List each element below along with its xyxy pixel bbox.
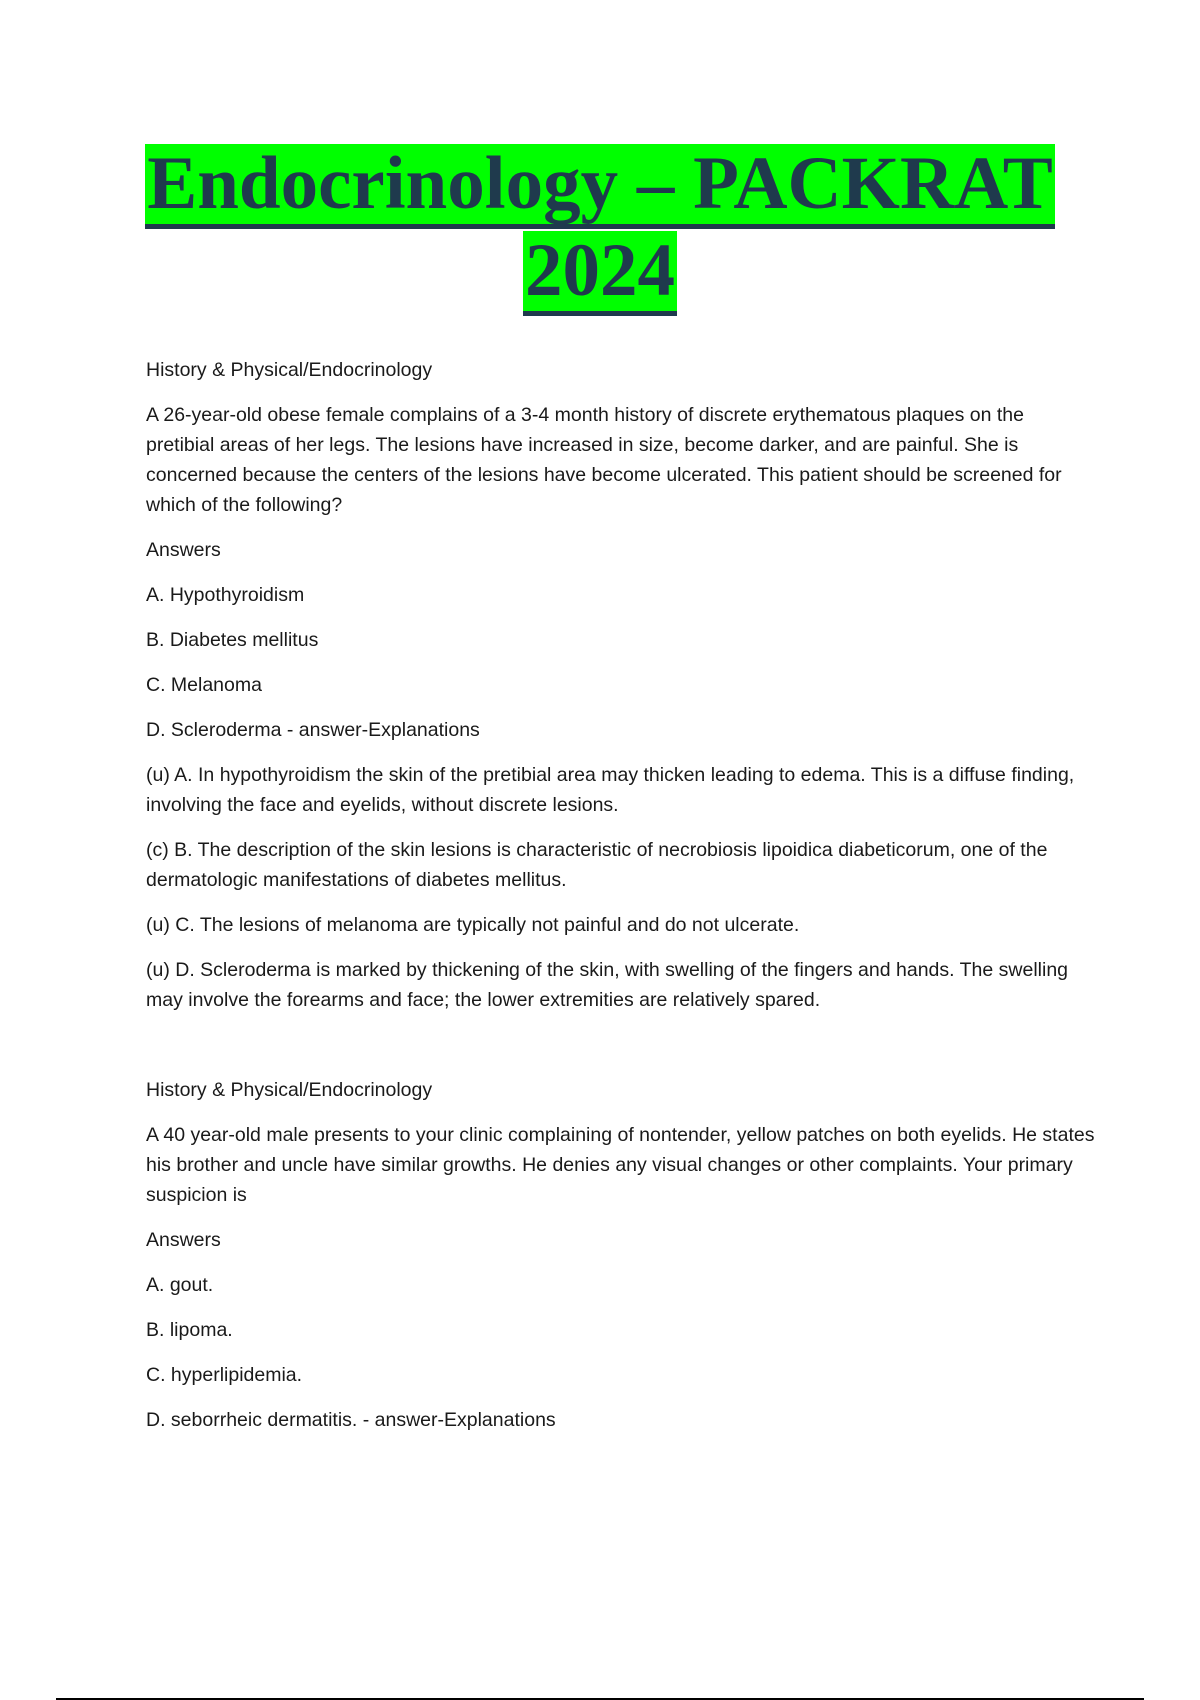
question-1-explanation-a: (u) A. In hypothyroidism the skin of the pretibial area may thicken leading to edema. This is a diffuse finding, involving the face and eyelids, without discrete lesions.: [146, 764, 1075, 816]
question-1-option-b: B. Diabetes mellitus: [146, 629, 319, 651]
question-divider-space: [146, 1030, 1096, 1075]
question-1-option-c: C. Melanoma: [146, 674, 262, 696]
question-2-category: History & Physical/Endocrinology: [146, 1079, 433, 1101]
question-1-category: History & Physical/Endocrinology: [146, 359, 433, 381]
question-1-explanation-b: (c) B. The description of the skin lesions is characteristic of necrobiosis lipoidica diabeticorum, one of the dermatologic manifestations of diabetes mellitus.: [146, 839, 1048, 891]
question-1-explanation-c: (u) C. The lesions of melanoma are typically not painful and do not ulcerate.: [146, 914, 800, 936]
question-2-stem: A 40 year-old male presents to your clinic complaining of nontender, yellow patches on both eyelids. He states his brother and uncle have similar growths. He denies any visual changes or other complaints. Your primary suspicion is: [146, 1124, 1095, 1206]
title-line-2: 2024: [523, 231, 677, 316]
question-2-option-c: C. hyperlipidemia.: [146, 1364, 303, 1386]
question-2-answers-label: Answers: [146, 1229, 221, 1251]
question-2-option-d: D. seborrheic dermatitis. - answer-Explanations: [146, 1409, 556, 1431]
question-2-option-a: A. gout.: [146, 1274, 214, 1296]
question-1-option-d: D. Scleroderma - answer-Explanations: [146, 719, 480, 741]
question-2-option-b: B. lipoma.: [146, 1319, 233, 1341]
question-1-explanation-d: (u) D. Scleroderma is marked by thickening of the skin, with swelling of the fingers and hands. The swelling may involve the forearms and face; the lower extremities are relatively spared.: [146, 959, 1069, 1011]
document-body: [146, 355, 1096, 1450]
title-line-1: Endocrinology – PACKRAT: [145, 144, 1055, 229]
question-1-option-a: A. Hypothyroidism: [146, 584, 305, 606]
document-title: [0, 142, 1200, 316]
question-1-stem: A 26-year-old obese female complains of a 3-4 month history of discrete erythematous plaques on the pretibial areas of her legs. The lesions have increased in size, become darker, and are painful. She is concerned because the centers of the lesions have become ulcerated. This patient should be screened for which of the following?: [146, 404, 1062, 516]
question-1-answers-label: Answers: [146, 539, 221, 561]
